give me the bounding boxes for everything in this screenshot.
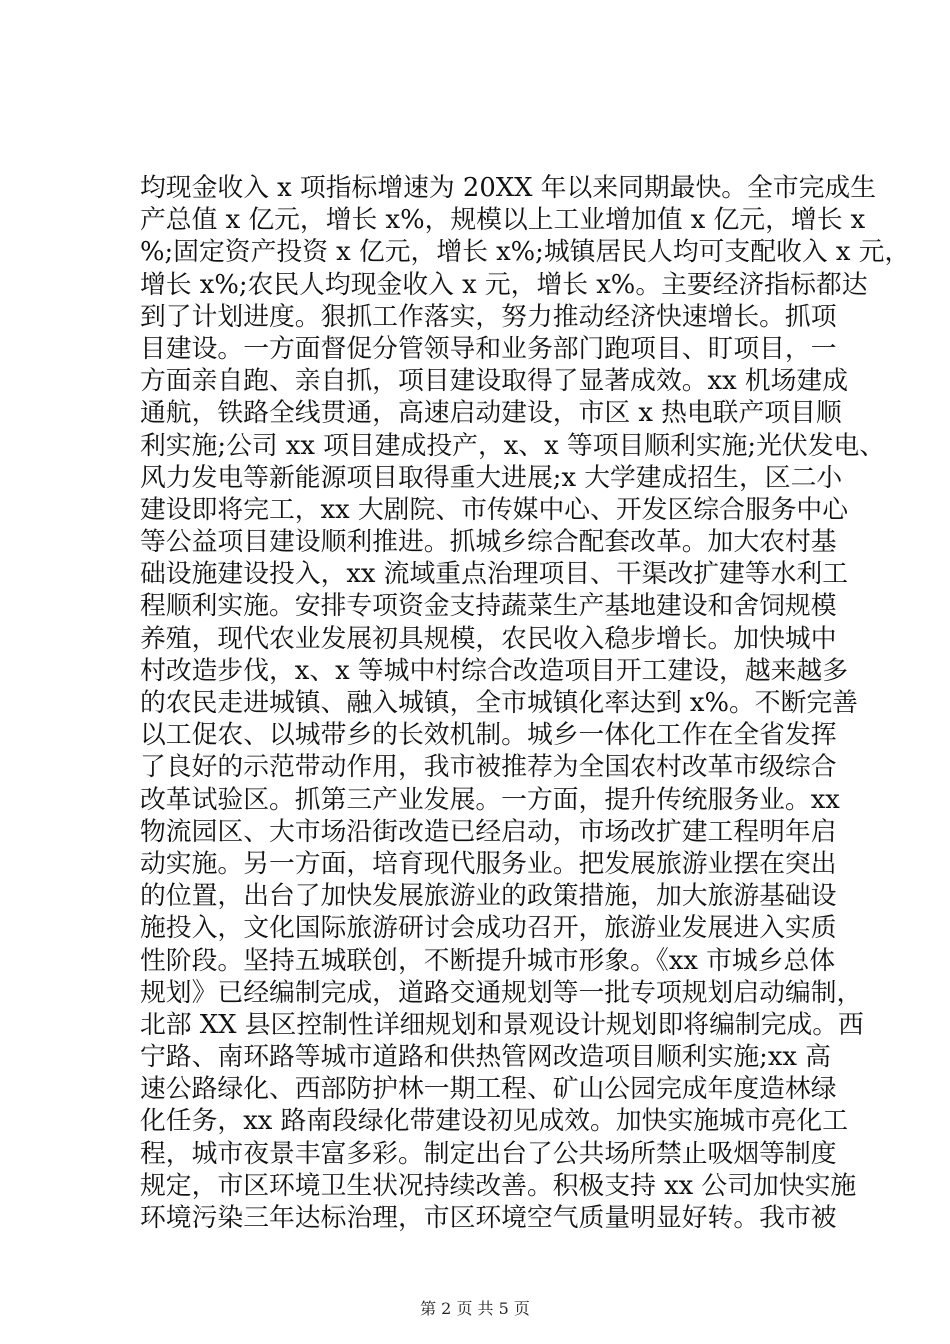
text-line: 的位置，出台了加快发展旅游业的政策措施，加大旅游基础设 [140,881,837,912]
text-line: 宁路、南环路等城市道路和供热管网改造项目顺利实施;xx 高 [140,1042,831,1073]
text-line: 的农民走进城镇、融入城镇，全市城镇化率达到 x%。不断完善 [140,688,858,718]
text-line: 均现金收入 x 项指标增速为 20XX 年以来同期最快。全市完成生 [140,173,877,203]
text-line: 程顺利实施。安排专项资金支持蔬菜生产基地建设和舍饲规模 [140,591,837,622]
page-footer: 第 2 页 共 5 页 [420,1299,530,1318]
text-line: 风力发电等新能源项目取得重大进展;x 大学建成招生，区二小 [140,462,843,493]
text-line: 产总值 x 亿元，增长 x%，规模以上工业增加值 x 亿元，增长 x [140,205,866,236]
text-line: 通航，铁路全线贯通，高速启动建设，市区 x 热电联产项目顺 [140,398,842,429]
text-line: 以工促农、以城带乡的长效机制。城乡一体化工作在全省发挥 [140,720,837,751]
text-line: 建设即将完工，xx 大剧院、市传媒中心、开发区综合服务中心 [140,494,849,525]
text-line: 等公益项目建设顺利推进。抓城乡综合配套改革。加大农村基 [140,527,837,558]
text-line: 程，城市夜景丰富多彩。制定出台了公共场所禁止吸烟等制度 [140,1138,837,1169]
text-line: 养殖，现代农业发展初具规模，农民收入稳步增长。加快城中 [140,623,837,654]
text-line: 利实施;公司 xx 项目建成投产，x、x 等项目顺利实施;光伏发电、 [140,430,886,461]
text-line: 物流园区、大市场沿街改造已经启动，市场改扩建工程明年启 [140,816,837,847]
text-line: 北部 XX 县区控制性详细规划和景观设计规划即将编制完成。西 [140,1009,864,1040]
text-line: 目建设。一方面督促分管领导和业务部门跑项目、盯项目，一 [140,333,837,364]
document-body [140,172,911,1234]
text-line: 改革试验区。抓第三产业发展。一方面，提升传统服务业。xx [140,784,840,815]
text-line: 规划》已经编制完成，道路交通规划等一批专项规划启动编制， [140,977,863,1008]
text-line: 速公路绿化、西部防护林一期工程、矿山公园完成年度造林绿 [140,1074,837,1105]
text-line: 村改造步伐，x、x 等城中村综合改造项目开工建设，越来越多 [140,655,849,686]
text-line: %;固定资产投资 x 亿元，增长 x%;城镇居民人均可支配收入 x 元， [140,237,911,268]
text-line: 方面亲自跑、亲自抓，项目建设取得了显著成效。xx 机场建成 [140,366,849,397]
text-line: 础设施建设投入，xx 流域重点治理项目、干渠改扩建等水利工 [140,559,849,590]
text-line: 性阶段。坚持五城联创，不断提升城市形象。《xx 市城乡总体 [140,945,836,976]
text-line: 化任务，xx 路南段绿化带建设初见成效。加快实施城市亮化工 [140,1106,849,1137]
text-line: 动实施。另一方面，培育现代服务业。把发展旅游业摆在突出 [140,848,837,879]
text-line: 增长 x%;农民人均现金收入 x 元，增长 x%。主要经济指标都达 [140,269,868,300]
text-line: 到了计划进度。狠抓工作落实，努力推动经济快速增长。抓项 [140,301,837,332]
text-line: 规定，市区环境卫生状况持续改善。积极支持 xx 公司加快实施 [140,1170,857,1201]
text-line: 了良好的示范带动作用，我市被推荐为全国农村改革市级综合 [140,752,837,783]
text-line: 环境污染三年达标治理，市区环境空气质量明显好转。我市被 [140,1203,837,1233]
text-line: 施投入，文化国际旅游研讨会成功召开，旅游业发展进入实质 [140,913,837,944]
